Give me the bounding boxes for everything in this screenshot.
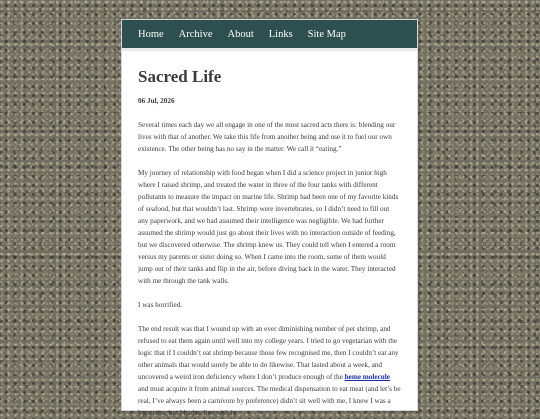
nav-home[interactable]: Home: [138, 28, 164, 40]
post-content: [122, 51, 417, 419]
nav-about[interactable]: About: [227, 28, 254, 40]
nav-archive[interactable]: Archive: [178, 28, 213, 40]
main-nav: [122, 20, 417, 51]
paragraph-2: My journey of relationship with food began when I did a science project in junior high where I raised shrimp, and treated the water in three of the four tanks with different pollutants to measure the impact on marine life. Shrimp had been one of my favorite kinds of seafood, but that wouldn’t last. Shrimp were invertebrates, so I didn’t need to fill out any paperwork, and we had assumed their intelligence was negligible. We had further assumed the shrimp would just go about their lives with no interaction outside of feeding, but we discovered otherwise. The shrimp knew us. They could tell when I entered a room versus my parents or sister doing so. When I came into the room, some of them would jump out of their tanks and flip in the air, before diving back in the water. They interacted with me through the tank walls.: [138, 169, 399, 285]
paragraph-3: I was horrified.: [138, 301, 183, 309]
paragraph-4-text-after: and must acquire it from animal sources. The medical dispensation to eat meat (and let’s be real, I’ve always been a carnivore by preference) didn’t sit well with me, I knew I was a hypocrite, but I had to live with it.: [138, 385, 401, 417]
post-date: 06 Jul, 2026: [138, 97, 175, 105]
page-container: [121, 19, 418, 417]
paragraph-4-text-before: The end result was that I wound up with an ever diminishing number of pet shrimp, and refused to eat them again until well into my college years. I tried to go vegetarian with the logic that if I couldn’t eat shrimp because those few recognised me, then I couldn’t eat any other animals that would surely be able to do likewise. That lasted about a week, and uncovered a weird iron deficiency where I don’t produce enough of the: [138, 325, 399, 381]
nav-links[interactable]: Links: [268, 28, 293, 40]
paragraph-4: [138, 323, 401, 419]
heme-molecule-link[interactable]: heme molecule: [344, 373, 390, 381]
paragraph-1: Several times each day we all engage in one of the most sacred acts there is: blending our lives with that of another. We take this life from another being and use it to fuel our own existence. The other being has no say in the matter. We call it “eating.”: [138, 121, 396, 153]
nav-site-map[interactable]: Site Map: [307, 28, 346, 40]
post-title: Sacred Life: [138, 67, 222, 86]
